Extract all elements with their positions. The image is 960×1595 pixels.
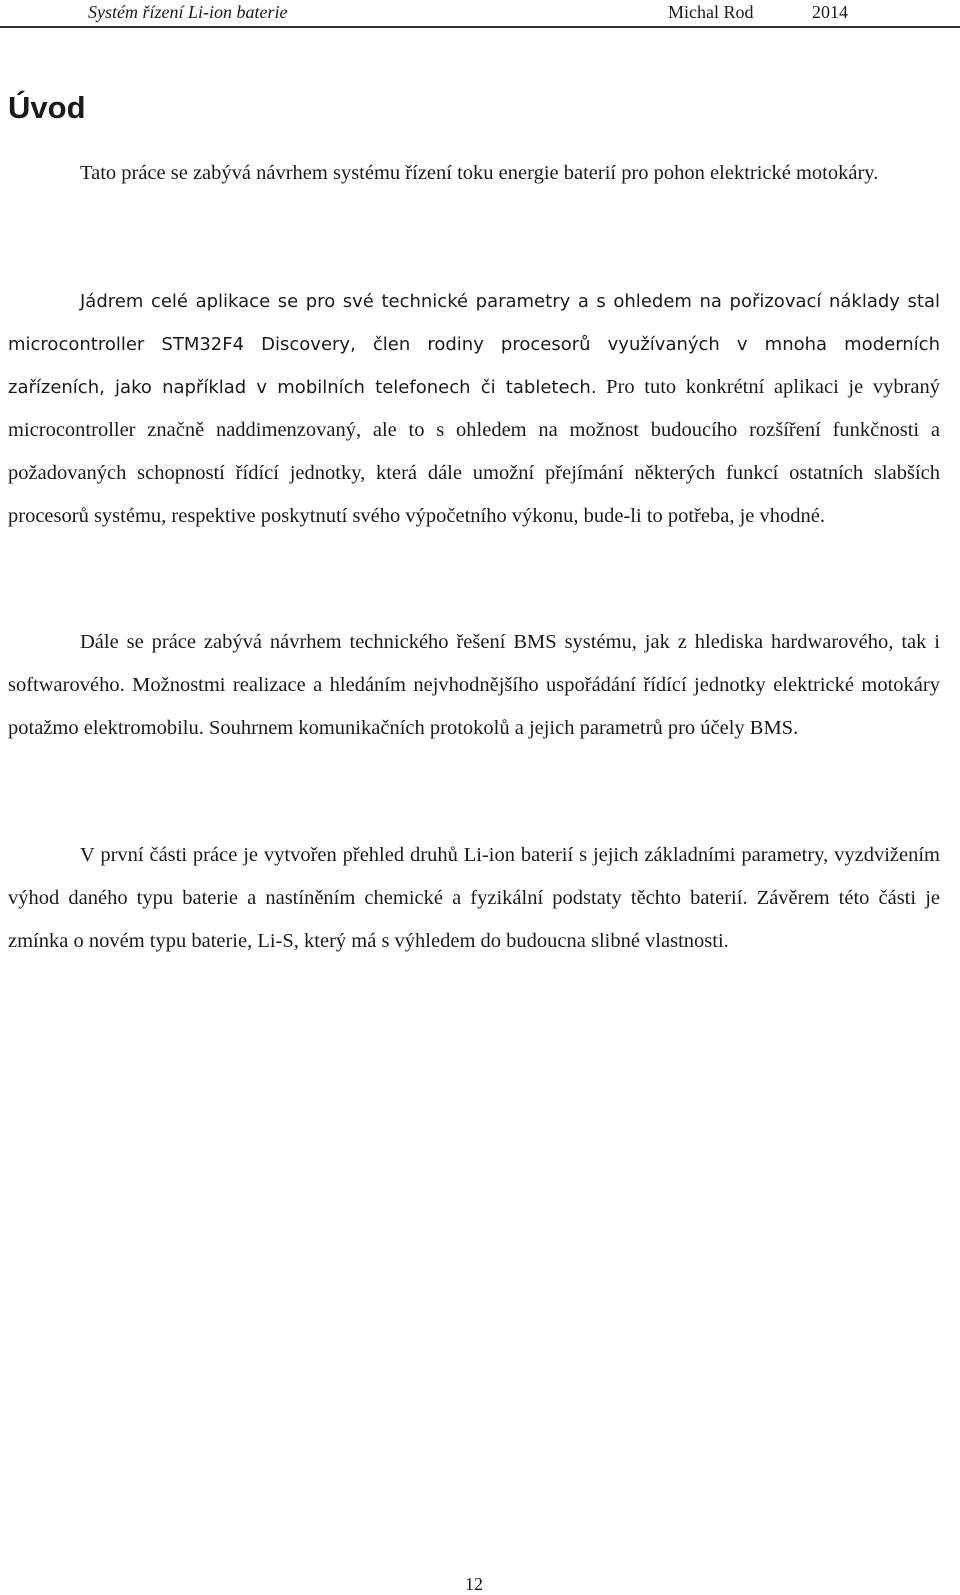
paragraph-intro: Tato práce se zabývá návrhem systému řízení toku energie baterií pro pohon elektrické motokáry. xyxy=(80,162,879,184)
header-year: 2014 xyxy=(812,2,848,22)
running-header xyxy=(0,0,960,28)
page-number: 12 xyxy=(465,1574,483,1594)
paragraph-microcontroller-serif-part: Pro tuto konkrétní aplikaci je vybraný microcontroller značně naddimenzovaný, ale to s ohledem na možnost budoucího rozšíření funkčnosti a požadovaných schopností řídící jednotky, která dále umožní přejímání některých funkcí ostatních slabších procesorů systému, respektive poskytnutí svého výpočetního výkonu, bude-li to potřeba, je vhodné. xyxy=(8,376,940,527)
paragraph-microcontroller-sans-part: Jádrem celé aplikace se pro své technické parametry a s ohledem na pořizovací náklady stal microcontroller STM32F4 Discovery, člen rodiny procesorů využívaných v mnoha moderních zařízeních, jako například v mobilních telefonech či tabletech. xyxy=(8,291,940,398)
paragraph-microcontroller xyxy=(8,280,940,538)
header-author: Michal Rod xyxy=(668,2,754,22)
paragraph-bms: Dále se práce zabývá návrhem technického řešení BMS systému, jak z hlediska hardwarového, tak i softwarového. Možnostmi realizace a hledáním nejvhodnějšího uspořádání řídící jednotky elektrické motokáry potažmo elektromobilu. Souhrnem komunikačních protokolů a jejich parametrů pro účely BMS. xyxy=(8,631,940,739)
paragraph-li-ion-overview: V první části práce je vytvořen přehled druhů Li-ion baterií s jejich základními parametry, vyzdvižením výhod daného typu baterie a nastíněním chemické a fyzikální podstaty těchto baterií. Závěrem této části je zmínka o novém typu baterie, Li-S, který má s výhledem do budoucna slibné vlastnosti. xyxy=(8,844,940,952)
chapter-heading: Úvod xyxy=(8,90,86,125)
header-title: Systém řízení Li-ion baterie xyxy=(88,2,288,22)
